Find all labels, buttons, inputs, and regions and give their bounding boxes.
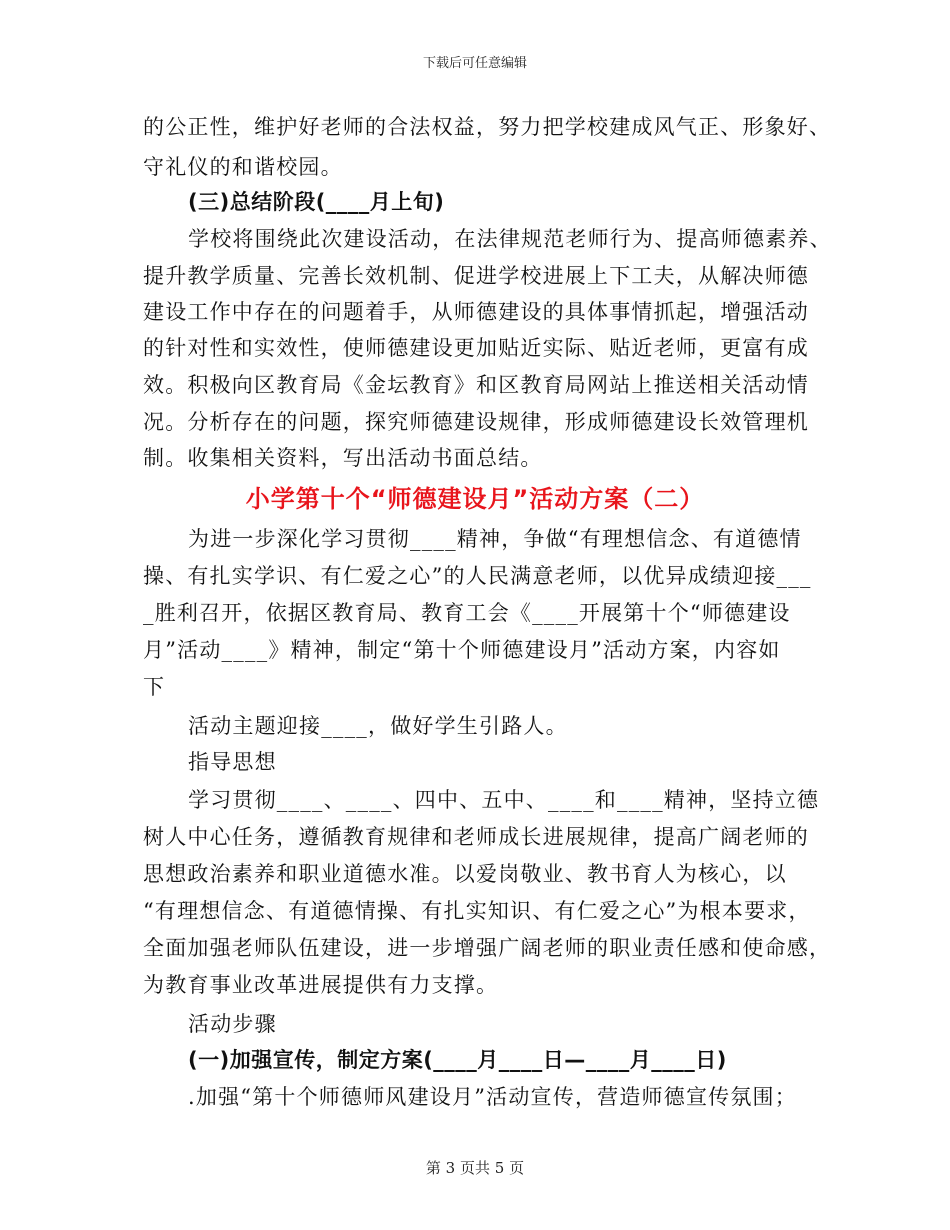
paragraph-line: 的公正性，维护好老师的合法权益，努力把学校建成风气正、形象好、 [143,115,832,139]
paragraph-line: 效。积极向区教育局《金坛教育》和区教育局网站上推送相关活动情 [143,373,809,397]
paragraph-line: 为教育事业改革进展提供有力支撑。 [143,973,499,997]
paragraph-line: 提升教学质量、完善长效机制、促进学校进展上下工夫，从解决师德 [143,264,809,288]
paragraph-line: 学习贯彻____、____、四中、五中、____和____精神，坚持立德 [188,788,820,812]
document-title: 小学第十个“师德建设月”活动方案（二） [245,485,705,513]
paragraph-line: 学校将围绕此次建设活动，在法律规范老师行为、提高师德素养、 [188,227,832,251]
page-header: 下载后可任意编辑 [422,56,527,71]
paragraph-line: .加强“第十个师德师风建设月”活动宣传，营造师德宣传氛围； [188,1085,797,1109]
paragraph-line: 下 [143,675,166,699]
paragraph-line: 全面加强老师队伍建设，进一步增强广阔老师的职业责任感和使命感， [143,936,832,960]
paragraph-line: 的针对性和实效性，使师德建设更加贴近实际、贴近老师，更富有成 [143,336,809,360]
paragraph-line: “有理想信念、有道德情操、有扎实知识、有仁爱之心”为根本要求， [143,899,811,923]
paragraph-line: 操、有扎实学识、有仁爱之心”的人民满意老师，以优异成绩迎接___ [143,564,812,588]
paragraph-line: 制。收集相关资料，写出活动书面总结。 [143,446,543,470]
paragraph-line: 况。分析存在的问题，探究师德建设规律，形成师德建设长效管理机 [143,410,809,434]
steps-heading: 活动步骤 [188,1012,277,1036]
paragraph-line: 思想政治素养和职业道德水准。以爱岗敬业、教书育人为核心，以 [143,862,787,886]
paragraph-line: 月”活动____》精神，制定“第十个师德建设月”活动方案，内容如 [143,638,781,662]
paragraph-line: _胜利召开，依据区教育局、教育工会《____开展第十个“师德建设 [143,601,791,625]
theme-line: 活动主题迎接____，做好学生引路人。 [188,714,568,738]
guide-heading: 指导思想 [188,750,277,774]
paragraph-line: 建设工作中存在的问题着手，从师德建设的具体事情抓起，增强活动 [143,300,809,324]
section-heading: (一)加强宣传，制定方案(____月____日—____月____日) [188,1048,727,1072]
page-footer: 第 3 页共 5 页 [425,1159,525,1177]
paragraph-line: 为进一步深化学习贯彻____精神，争做“有理想信念、有道德情 [188,527,802,551]
section-heading: (三)总结阶段(____月上旬) [188,190,445,214]
paragraph-line: 守礼仪的和谐校园。 [143,155,343,179]
paragraph-line: 树人中心任务，遵循教育规律和老师成长进展规律，提高广阔老师的 [143,825,809,849]
